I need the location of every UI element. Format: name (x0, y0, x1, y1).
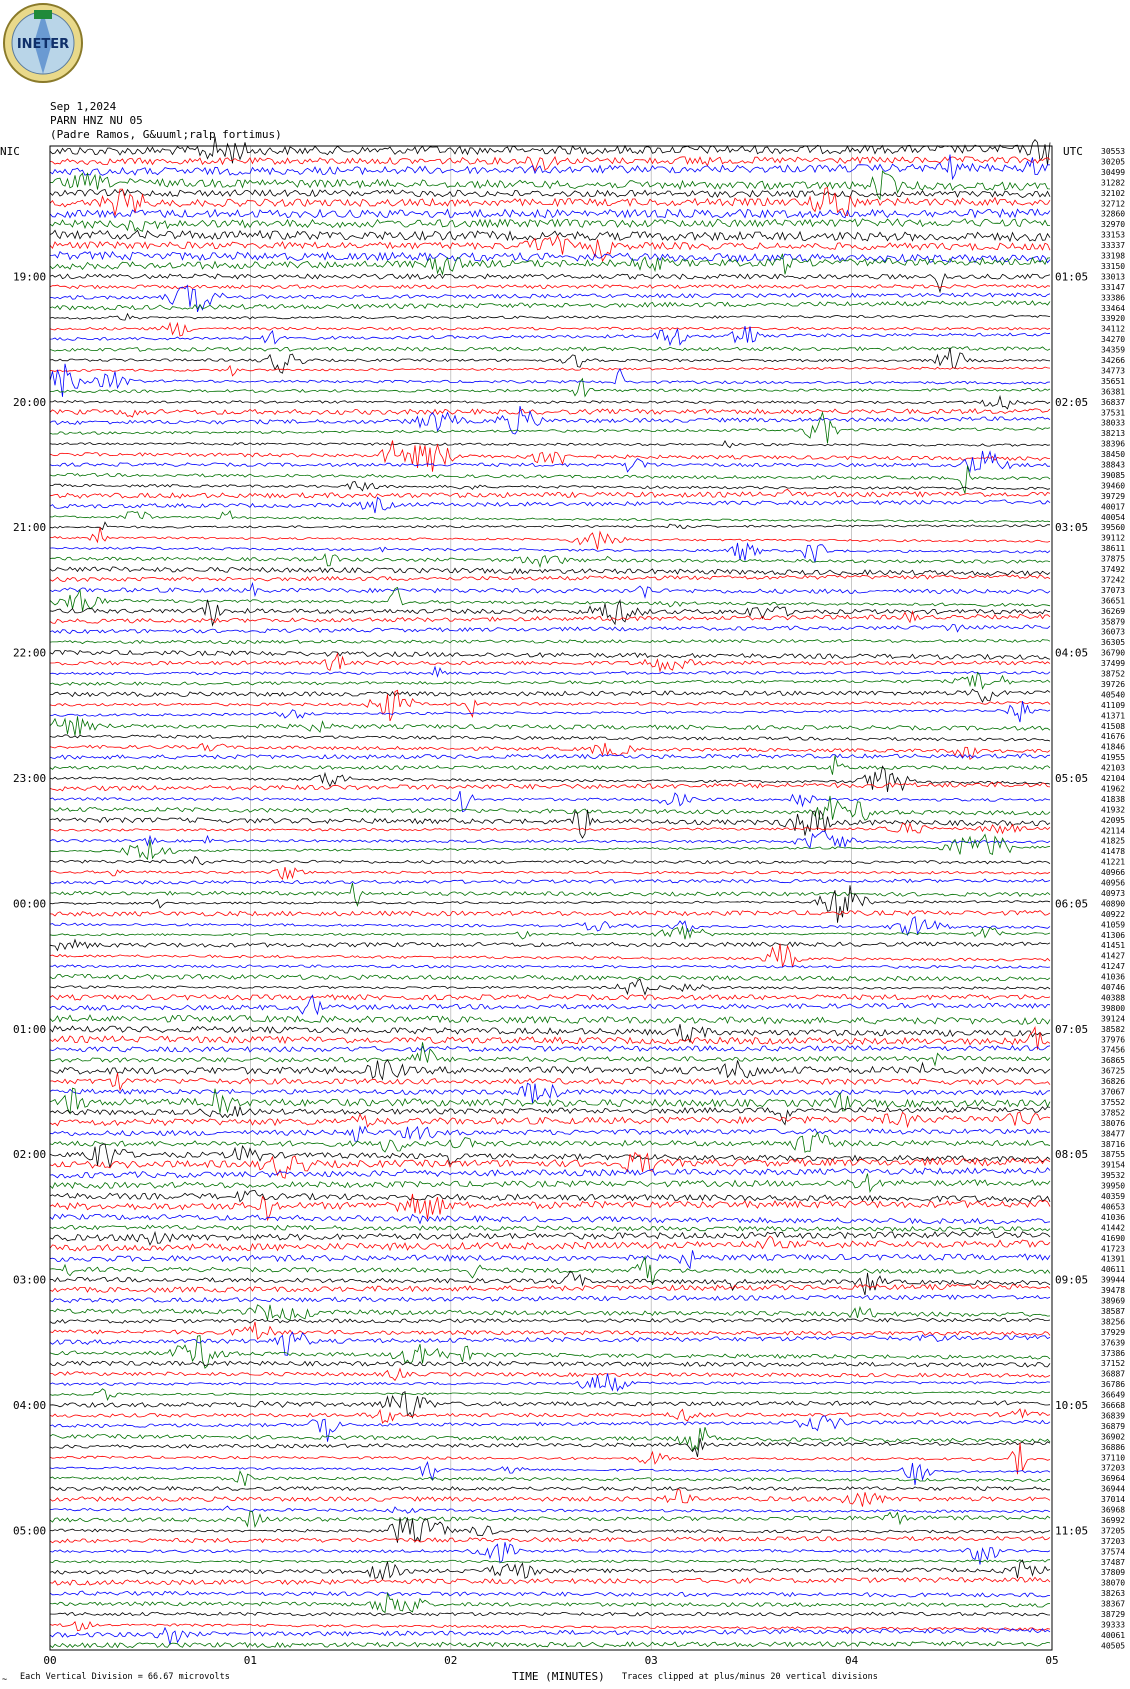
trace-value-label: 38843 (1101, 460, 1126, 470)
left-time-label: 03:00 (13, 1273, 47, 1287)
x-tick-label: 00 (43, 1654, 57, 1667)
trace-value-label: 33198 (1101, 251, 1126, 261)
trace-line (50, 1318, 1050, 1323)
trace-value-label: 38729 (1101, 1610, 1126, 1619)
trace-value-label: 37929 (1101, 1327, 1126, 1337)
trace-value-label: 31282 (1101, 178, 1126, 188)
trace-line (50, 965, 1050, 968)
trace-line (50, 1577, 1050, 1585)
trace-value-label: 36826 (1101, 1077, 1126, 1086)
trace-value-label: 38716 (1101, 1139, 1126, 1149)
trace-value-label: 36649 (1101, 1390, 1126, 1400)
trace-line (50, 326, 1050, 345)
right-time-label: 03:05 (1055, 521, 1089, 535)
trace-value-label: 36073 (1101, 627, 1126, 637)
trace-value-label: 32102 (1101, 188, 1126, 198)
trace-value-label: 36790 (1101, 648, 1126, 658)
trace-line (50, 219, 1050, 232)
trace-value-label: 41825 (1101, 836, 1126, 846)
trace-line (50, 667, 1050, 677)
trace-value-label: 30205 (1101, 157, 1126, 167)
trace-value-label: 41508 (1101, 721, 1126, 731)
trace-line (50, 911, 1050, 917)
right-time-label: 07:05 (1055, 1022, 1089, 1036)
trace-line (50, 1272, 1050, 1296)
trace-value-label: 41676 (1101, 732, 1126, 742)
trace-value-label: 38263 (1101, 1589, 1126, 1599)
trace-value-label: 37809 (1101, 1568, 1126, 1578)
trace-line (50, 285, 1050, 312)
trace-line (50, 1409, 1050, 1423)
trace-line (50, 575, 1050, 582)
trace-value-label: 37205 (1101, 1526, 1126, 1536)
trace-line (50, 1389, 1050, 1400)
trace-value-label: 38755 (1101, 1150, 1126, 1160)
trace-line (50, 716, 1050, 735)
trace-line (50, 1042, 1050, 1065)
trace-value-label: 37875 (1101, 554, 1126, 564)
trace-line (50, 735, 1050, 741)
trace-value-label: 39124 (1101, 1014, 1126, 1024)
trace-line (50, 917, 1050, 935)
trace-value-label: 36902 (1101, 1432, 1126, 1442)
trace-value-label: 41962 (1101, 784, 1126, 794)
trace-value-label: 40359 (1101, 1192, 1126, 1201)
trace-value-label: 41723 (1101, 1244, 1126, 1254)
trace-line (50, 1015, 1050, 1024)
trace-line (50, 1462, 1050, 1485)
trace-line (50, 1127, 1050, 1142)
trace-value-label: 41036 (1101, 972, 1126, 982)
left-time-label: 21:00 (13, 521, 47, 535)
trace-value-label: 32860 (1101, 209, 1126, 219)
trace-value-label: 41838 (1101, 794, 1126, 804)
trace-value-label: 36887 (1101, 1369, 1126, 1379)
trace-value-label: 35651 (1101, 376, 1126, 386)
trace-line (50, 588, 1050, 612)
trace-line (50, 157, 1050, 171)
left-time-label: 00:00 (13, 897, 47, 911)
trace-value-label: 39333 (1101, 1620, 1126, 1630)
trace-line (50, 1168, 1050, 1178)
trace-line (50, 1305, 1050, 1320)
trace-line (50, 654, 1050, 672)
trace-value-label: 38367 (1101, 1599, 1126, 1609)
trace-value-label: 36381 (1101, 387, 1126, 397)
trace-value-label: 32970 (1101, 220, 1126, 230)
trace-value-label: 41690 (1101, 1233, 1126, 1243)
trace-value-label: 41932 (1101, 805, 1126, 815)
trace-line (50, 673, 1050, 689)
trace-value-label: 36837 (1101, 397, 1126, 407)
trace-line (50, 1361, 1050, 1367)
trace-line (50, 1489, 1050, 1506)
trace-value-label: 40017 (1101, 502, 1126, 512)
trace-line (50, 252, 1050, 263)
trace-line (50, 522, 1050, 529)
trace-value-label: 34773 (1101, 366, 1126, 376)
trace-value-label: 39800 (1101, 1003, 1126, 1013)
trace-value-label: 37014 (1101, 1495, 1126, 1504)
trace-value-label: 39085 (1101, 470, 1126, 480)
trace-value-label: 38611 (1101, 544, 1126, 554)
right-time-label: 04:05 (1055, 646, 1089, 660)
trace-line (50, 209, 1050, 217)
trace-value-label: 37110 (1101, 1453, 1126, 1463)
trace-value-label: 41427 (1101, 951, 1126, 961)
right-time-label: 05:05 (1055, 772, 1089, 785)
trace-line (50, 1593, 1050, 1612)
trace-line (50, 1622, 1050, 1631)
trace-value-label: 33153 (1101, 230, 1126, 240)
trace-value-label: 39112 (1101, 533, 1126, 543)
trace-value-label: 37976 (1101, 1035, 1126, 1045)
trace-line (50, 527, 1050, 549)
trace-line (50, 583, 1050, 597)
trace-line (50, 1257, 1050, 1285)
trace-value-label: 37152 (1101, 1359, 1126, 1369)
trace-line (50, 879, 1050, 884)
trace-value-label: 33337 (1101, 241, 1126, 251)
trace-value-label: 37203 (1101, 1463, 1126, 1473)
trace-value-label: 33464 (1101, 303, 1126, 313)
trace-value-label: 41059 (1101, 920, 1126, 930)
trace-value-label: 40922 (1101, 909, 1126, 919)
trace-line (50, 995, 1050, 1014)
trace-value-label: 37203 (1101, 1536, 1126, 1546)
trace-value-label: 32712 (1101, 199, 1126, 209)
trace-value-label: 37487 (1101, 1557, 1126, 1567)
trace-line (50, 1225, 1050, 1231)
seismic-traces (50, 137, 1050, 1648)
trace-value-label: 40611 (1101, 1265, 1126, 1275)
x-tick-label: 03 (644, 1654, 658, 1667)
right-time-label: 09:05 (1055, 1273, 1089, 1287)
trace-line (50, 743, 1050, 759)
x-tick-label: 04 (844, 1654, 859, 1667)
trace-line (50, 347, 1050, 352)
trace-value-label: 42114 (1101, 826, 1126, 836)
trace-value-label: 38969 (1101, 1296, 1126, 1306)
trace-line (50, 1112, 1050, 1127)
left-time-label: 05:00 (13, 1524, 47, 1538)
trace-value-label: 41955 (1101, 753, 1126, 763)
trace-line (50, 867, 1050, 879)
trace-value-label: 33147 (1101, 282, 1126, 292)
trace-value-label: 36886 (1101, 1442, 1126, 1452)
trace-value-label: 38477 (1101, 1129, 1126, 1139)
trace-value-label: 33013 (1101, 272, 1126, 282)
trace-value-label: 37456 (1101, 1045, 1126, 1055)
trace-line (50, 1560, 1050, 1563)
trace-value-label: 41306 (1101, 930, 1126, 940)
left-time-label: 22:00 (13, 646, 47, 660)
trace-line (50, 1073, 1050, 1090)
trace-value-label: 33150 (1101, 261, 1126, 271)
right-time-label: 08:05 (1055, 1148, 1089, 1162)
trace-line (50, 926, 1050, 939)
trace-value-label: 40966 (1101, 868, 1126, 877)
trace-value-label: 35879 (1101, 617, 1126, 627)
trace-line (50, 314, 1050, 320)
trace-value-label: 34270 (1101, 335, 1126, 345)
left-time-label: 04:00 (13, 1399, 47, 1412)
trace-value-label: 39950 (1101, 1181, 1126, 1191)
station-location: (Padre Ramos, G&uuml;ralp fortimus) (50, 128, 282, 141)
trace-value-label: 39560 (1101, 523, 1126, 533)
station-code: PARN HNZ NU 05 (50, 114, 143, 127)
x-tick-label: 01 (243, 1654, 258, 1667)
trace-line (50, 396, 1050, 409)
trace-value-label: 38213 (1101, 429, 1126, 439)
trace-value-label: 40388 (1101, 993, 1126, 1003)
left-time-label: 19:00 (13, 270, 47, 284)
trace-value-label: 38396 (1101, 439, 1126, 449)
trace-line (50, 274, 1050, 292)
trace-value-label: 37067 (1101, 1087, 1126, 1097)
trace-line (50, 940, 1050, 951)
trace-line (50, 489, 1050, 498)
right-time-label: 10:05 (1055, 1399, 1089, 1412)
trace-value-label: 38587 (1101, 1306, 1126, 1316)
trace-value-label: 36786 (1101, 1380, 1126, 1390)
plot-frame (50, 146, 1052, 1650)
trace-value-label: 36865 (1101, 1056, 1126, 1066)
trace-value-label: 41391 (1101, 1254, 1126, 1264)
trace-line (50, 1392, 1050, 1418)
trace-value-label: 34266 (1101, 356, 1126, 365)
trace-line (50, 567, 1050, 576)
trace-line (50, 1106, 1050, 1124)
trace-value-label: 37242 (1101, 575, 1126, 585)
trace-value-label: 34359 (1101, 345, 1126, 355)
trace-line (50, 944, 1050, 968)
minute-gridlines (50, 146, 1052, 1650)
trace-value-label: 38256 (1101, 1317, 1126, 1327)
trace-value-label: 40505 (1101, 1641, 1126, 1651)
trace-value-label: 41371 (1101, 711, 1126, 721)
trace-line (50, 856, 1050, 864)
trace-value-label: 37852 (1101, 1108, 1126, 1118)
corner-mark: ~ (2, 1675, 8, 1685)
trace-value-label: 42103 (1101, 763, 1126, 773)
left-time-label: 01:00 (13, 1022, 47, 1036)
logo-text: INETER (16, 37, 70, 52)
trace-value-label: 37386 (1101, 1348, 1126, 1358)
trace-line (50, 1191, 1050, 1202)
trace-value-label: 41846 (1101, 742, 1126, 752)
trace-line (50, 1471, 1050, 1486)
trace-line (50, 285, 1050, 289)
trace-value-label: 36944 (1101, 1484, 1126, 1494)
trace-value-label: 41221 (1101, 857, 1126, 867)
right-time-label: 02:05 (1055, 395, 1089, 409)
clip-note: Traces clipped at plus/minus 20 vertical divisions (622, 1672, 878, 1682)
right-time-label: 01:05 (1055, 270, 1089, 284)
trace-value-label: 39729 (1101, 491, 1126, 501)
trace-value-label: 37574 (1101, 1547, 1126, 1557)
scale-note: Each Vertical Division = 66.67 microvolts (20, 1672, 230, 1682)
trace-line (50, 511, 1050, 522)
trace-value-label: 36269 (1101, 606, 1126, 616)
trace-line (50, 831, 1050, 848)
trace-value-label: 36668 (1101, 1401, 1126, 1410)
x-tick-label: 02 (444, 1654, 458, 1667)
trace-line (50, 689, 1050, 702)
trace-value-label: 40956 (1101, 878, 1126, 888)
trace-value-label: 37552 (1101, 1097, 1126, 1107)
trace-line (50, 190, 1050, 198)
trace-line (50, 366, 1050, 376)
trace-value-label: 38033 (1101, 418, 1126, 428)
right-time-label: 06:05 (1055, 897, 1089, 911)
trace-line (50, 1250, 1050, 1268)
trace-line (50, 1591, 1050, 1597)
trace-value-label: 36964 (1101, 1474, 1126, 1484)
trace-line (50, 823, 1050, 833)
trace-value-label: 30553 (1101, 147, 1126, 156)
trace-line (50, 1537, 1050, 1543)
trace-value-label: 40653 (1101, 1202, 1126, 1212)
x-tick-label: 05 (1045, 1654, 1059, 1667)
left-timezone: NIC (0, 145, 20, 158)
trace-line (50, 885, 1050, 922)
left-time-label: 23:00 (13, 772, 47, 785)
trace-value-label: 40054 (1101, 512, 1126, 522)
trace-value-label: 40540 (1101, 690, 1126, 700)
trace-value-label: 40973 (1101, 888, 1126, 898)
trace-value-label: 41451 (1101, 941, 1126, 951)
trace-value-label: 38450 (1101, 450, 1126, 459)
trace-value-label: 37499 (1101, 659, 1126, 668)
trace-line (50, 835, 1050, 860)
right-timezone: UTC (1063, 145, 1083, 158)
trace-value-label: 40890 (1101, 899, 1126, 909)
trace-value-label: 37639 (1101, 1338, 1126, 1348)
trace-value-label: 36725 (1101, 1066, 1126, 1076)
trace-line (50, 1511, 1050, 1527)
trace-value-label: 39154 (1101, 1160, 1126, 1170)
trace-value-label: 42104 (1101, 774, 1126, 783)
trace-value-label: 40746 (1101, 983, 1126, 992)
trace-value-label: 38076 (1101, 1118, 1126, 1128)
trace-value-label: 39944 (1101, 1275, 1126, 1285)
trace-value-label: 37073 (1101, 585, 1126, 595)
trace-line (50, 188, 1050, 216)
trace-line (50, 554, 1050, 567)
trace-line (50, 1506, 1050, 1513)
trace-line (50, 497, 1050, 513)
trace-value-label: 41036 (1101, 1212, 1126, 1222)
trace-line (50, 624, 1050, 633)
trace-line (50, 171, 1050, 199)
trace-line (50, 1284, 1050, 1292)
trace-line (50, 979, 1050, 995)
trace-value-label: 36968 (1101, 1505, 1126, 1515)
trace-line (50, 1369, 1050, 1381)
trace-value-label: 33920 (1101, 314, 1126, 324)
right-time-label: 11:05 (1055, 1524, 1089, 1538)
trace-line (50, 543, 1050, 563)
trace-line (50, 482, 1050, 491)
plot-date: Sep 1,2024 (50, 100, 117, 113)
trace-line (50, 782, 1050, 790)
trace-value-label: 39478 (1101, 1286, 1126, 1295)
trace-line (50, 1642, 1050, 1648)
trace-line (50, 639, 1050, 643)
trace-line (50, 1295, 1050, 1303)
left-time-label: 20:00 (13, 395, 47, 409)
trace-line (50, 230, 1050, 241)
trace-line (50, 883, 1050, 906)
trace-value-label: 37492 (1101, 565, 1126, 574)
trace-value-label: 37531 (1101, 408, 1126, 418)
trace-line (50, 1612, 1050, 1616)
trace-line (50, 995, 1050, 1000)
trace-value-label: 41247 (1101, 962, 1126, 972)
trace-value-label: 33386 (1101, 293, 1126, 303)
trace-value-label: 38582 (1101, 1024, 1126, 1034)
trace-line (50, 466, 1050, 494)
trace-line (50, 441, 1050, 472)
axis-labels (13, 147, 1125, 1667)
trace-line (50, 1487, 1050, 1491)
trace-value-label: 41109 (1101, 700, 1126, 710)
left-time-label: 02:00 (13, 1148, 47, 1162)
trace-value-label: 36879 (1101, 1421, 1126, 1431)
trace-value-label: 30499 (1101, 167, 1126, 177)
trace-value-label: 39726 (1101, 679, 1126, 689)
trace-value-label: 36305 (1101, 638, 1126, 648)
trace-value-label: 38752 (1101, 669, 1126, 679)
trace-value-label: 36992 (1101, 1515, 1126, 1525)
trace-line (50, 301, 1050, 310)
trace-value-label: 40061 (1101, 1630, 1126, 1640)
x-axis-title: TIME (MINUTES) (512, 1670, 605, 1683)
trace-line (50, 754, 1050, 759)
trace-value-label: 41478 (1101, 847, 1126, 857)
trace-line (50, 1060, 1050, 1080)
trace-line (50, 1046, 1050, 1053)
trace-value-label: 42095 (1101, 815, 1126, 825)
trace-line (50, 974, 1050, 981)
trace-line (50, 796, 1050, 820)
trace-line (50, 413, 1050, 444)
trace-line (50, 1214, 1050, 1224)
trace-line (50, 650, 1050, 659)
trace-value-label: 39532 (1101, 1171, 1126, 1181)
trace-line (50, 441, 1050, 448)
trace-value-label: 38070 (1101, 1578, 1126, 1588)
trace-value-label: 41442 (1101, 1223, 1126, 1233)
trace-line (50, 1232, 1050, 1245)
trace-value-label: 36651 (1101, 596, 1126, 606)
trace-line (50, 409, 1050, 417)
trace-value-label: 34112 (1101, 324, 1126, 334)
trace-value-label: 36839 (1101, 1411, 1126, 1421)
trace-value-label: 39460 (1101, 481, 1126, 491)
